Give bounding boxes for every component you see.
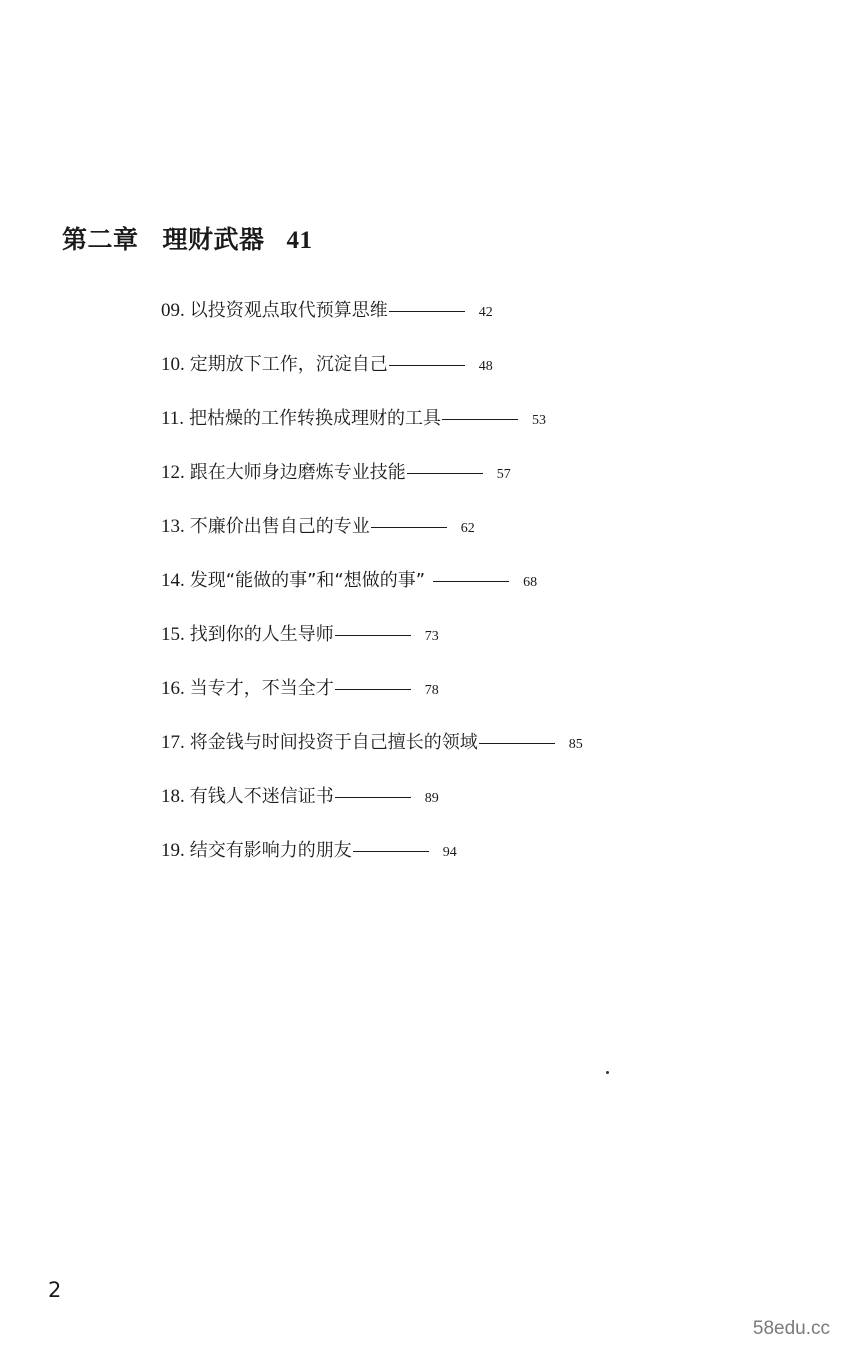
- toc-entry[interactable]: [161, 676, 583, 730]
- entry-number: 09.: [161, 300, 185, 321]
- entry-number: 15.: [161, 624, 185, 645]
- entry-title: 不廉价出售自己的专业: [189, 516, 370, 537]
- entry-number: 16.: [161, 678, 185, 699]
- entry-page: 85: [568, 737, 583, 752]
- page-number: 2: [48, 1278, 62, 1302]
- toc-entry[interactable]: [161, 352, 583, 406]
- entry-title: 找到你的人生导师: [189, 624, 334, 645]
- entry-title: 跟在大师身边磨炼专业技能: [189, 462, 406, 483]
- entry-page: 89: [424, 791, 439, 806]
- toc-entry[interactable]: [161, 730, 583, 784]
- entry-title: 定期放下工作，沉淀自己: [189, 354, 388, 375]
- entry-page: 68: [523, 575, 538, 590]
- entry-number: 19.: [161, 840, 185, 861]
- entry-title: 发现“能做的事”和“想做的事”: [189, 570, 426, 591]
- chapter-title: 理财武器: [162, 225, 265, 254]
- entry-number: 10.: [161, 354, 185, 375]
- entry-page: 48: [478, 359, 493, 374]
- entry-page: 53: [532, 413, 547, 428]
- leader-line: [335, 635, 411, 636]
- leader-line: [335, 797, 411, 798]
- toc-entry[interactable]: [161, 514, 583, 568]
- toc-entry[interactable]: [161, 622, 583, 676]
- toc-entry[interactable]: [161, 406, 583, 460]
- entry-number: 17.: [161, 732, 185, 753]
- entry-page: 57: [496, 467, 511, 482]
- entry-page: 78: [424, 683, 439, 698]
- entry-page: 94: [442, 845, 457, 860]
- table-of-contents: [161, 298, 583, 892]
- entry-page: 73: [424, 629, 439, 644]
- entry-page: 62: [460, 521, 475, 536]
- entry-number: 13.: [161, 516, 185, 537]
- entry-page: 42: [478, 305, 493, 320]
- leader-line: [389, 311, 465, 312]
- entry-title: 有钱人不迷信证书: [189, 786, 334, 807]
- leader-line: [407, 473, 483, 474]
- toc-entry[interactable]: [161, 298, 583, 352]
- toc-entry[interactable]: [161, 838, 583, 892]
- entry-number: 18.: [161, 786, 185, 807]
- leader-line: [353, 851, 429, 852]
- entry-title: 当专才，不当全才: [189, 678, 334, 699]
- entry-title: 结交有影响力的朋友: [189, 840, 352, 861]
- leader-line: [371, 527, 447, 528]
- leader-line: [433, 581, 509, 582]
- toc-entry[interactable]: [161, 784, 583, 838]
- entry-title: 将金钱与时间投资于自己擅长的领域: [189, 732, 478, 753]
- leader-line: [389, 365, 465, 366]
- chapter-label: 第二章: [62, 225, 139, 254]
- entry-title: 以投资观点取代预算思维: [189, 300, 388, 321]
- leader-line: [479, 743, 555, 744]
- entry-number: 14.: [161, 570, 185, 591]
- scan-speck: [606, 1071, 609, 1074]
- entry-title: 把枯燥的工作转换成理财的工具: [189, 408, 442, 429]
- entry-number: 12.: [161, 462, 185, 483]
- leader-line: [335, 689, 411, 690]
- toc-entry[interactable]: [161, 568, 583, 622]
- watermark: 58edu.cc: [752, 1318, 830, 1339]
- leader-line: [442, 419, 518, 420]
- chapter-heading: [62, 220, 313, 256]
- toc-entry[interactable]: [161, 460, 583, 514]
- chapter-page-number: 41: [286, 227, 313, 254]
- entry-number: 11.: [161, 408, 185, 429]
